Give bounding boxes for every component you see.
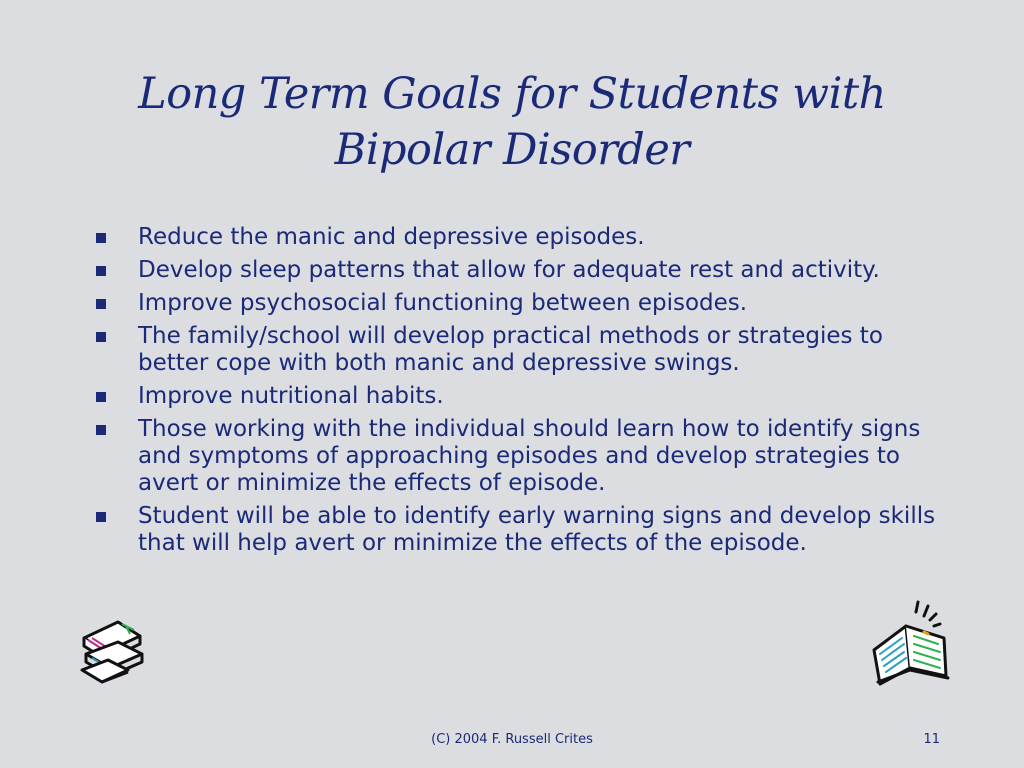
bullet-text: Reduce the manic and depressive episodes. [138, 224, 645, 250]
bullet-square-icon [96, 266, 106, 276]
list-item [94, 323, 954, 377]
stacked-books-icon [78, 614, 150, 686]
bullet-list [94, 224, 954, 563]
bullet-square-icon [96, 332, 106, 342]
list-item [94, 383, 954, 410]
bullet-text: The family/school will develop practical methods or strategies to better cope with both manic and depressive swings. [138, 323, 883, 376]
bullet-text: Develop sleep patterns that allow for adequate rest and activity. [138, 257, 880, 283]
list-item [94, 257, 954, 284]
list-item [94, 416, 954, 497]
bullet-text: Improve nutritional habits. [138, 383, 444, 409]
bullet-text: Those working with the individual should learn how to identify signs and symptoms of approaching episodes and develop strategies to avert or minimize the effects of episode. [138, 416, 921, 496]
bullet-text: Student will be able to identify early warning signs and develop skills that will help avert or minimize the effects of the episode. [138, 503, 936, 556]
title-line-2: Bipolar Disorder [334, 125, 690, 175]
list-item [94, 290, 954, 317]
slide-title [60, 66, 964, 178]
bullet-square-icon [96, 299, 106, 309]
list-item [94, 224, 954, 251]
bullet-text: Improve psychosocial functioning between episodes. [138, 290, 748, 316]
open-book-icon [866, 598, 956, 690]
bullet-square-icon [96, 512, 106, 522]
slide-footer: (C) 2004 F. Russell Crites [431, 732, 593, 747]
bullet-square-icon [96, 392, 106, 402]
page-number: 11 [923, 732, 940, 747]
bullet-square-icon [96, 425, 106, 435]
list-item [94, 503, 954, 557]
title-line-1: Long Term Goals for Students with [138, 69, 886, 119]
bullet-square-icon [96, 233, 106, 243]
